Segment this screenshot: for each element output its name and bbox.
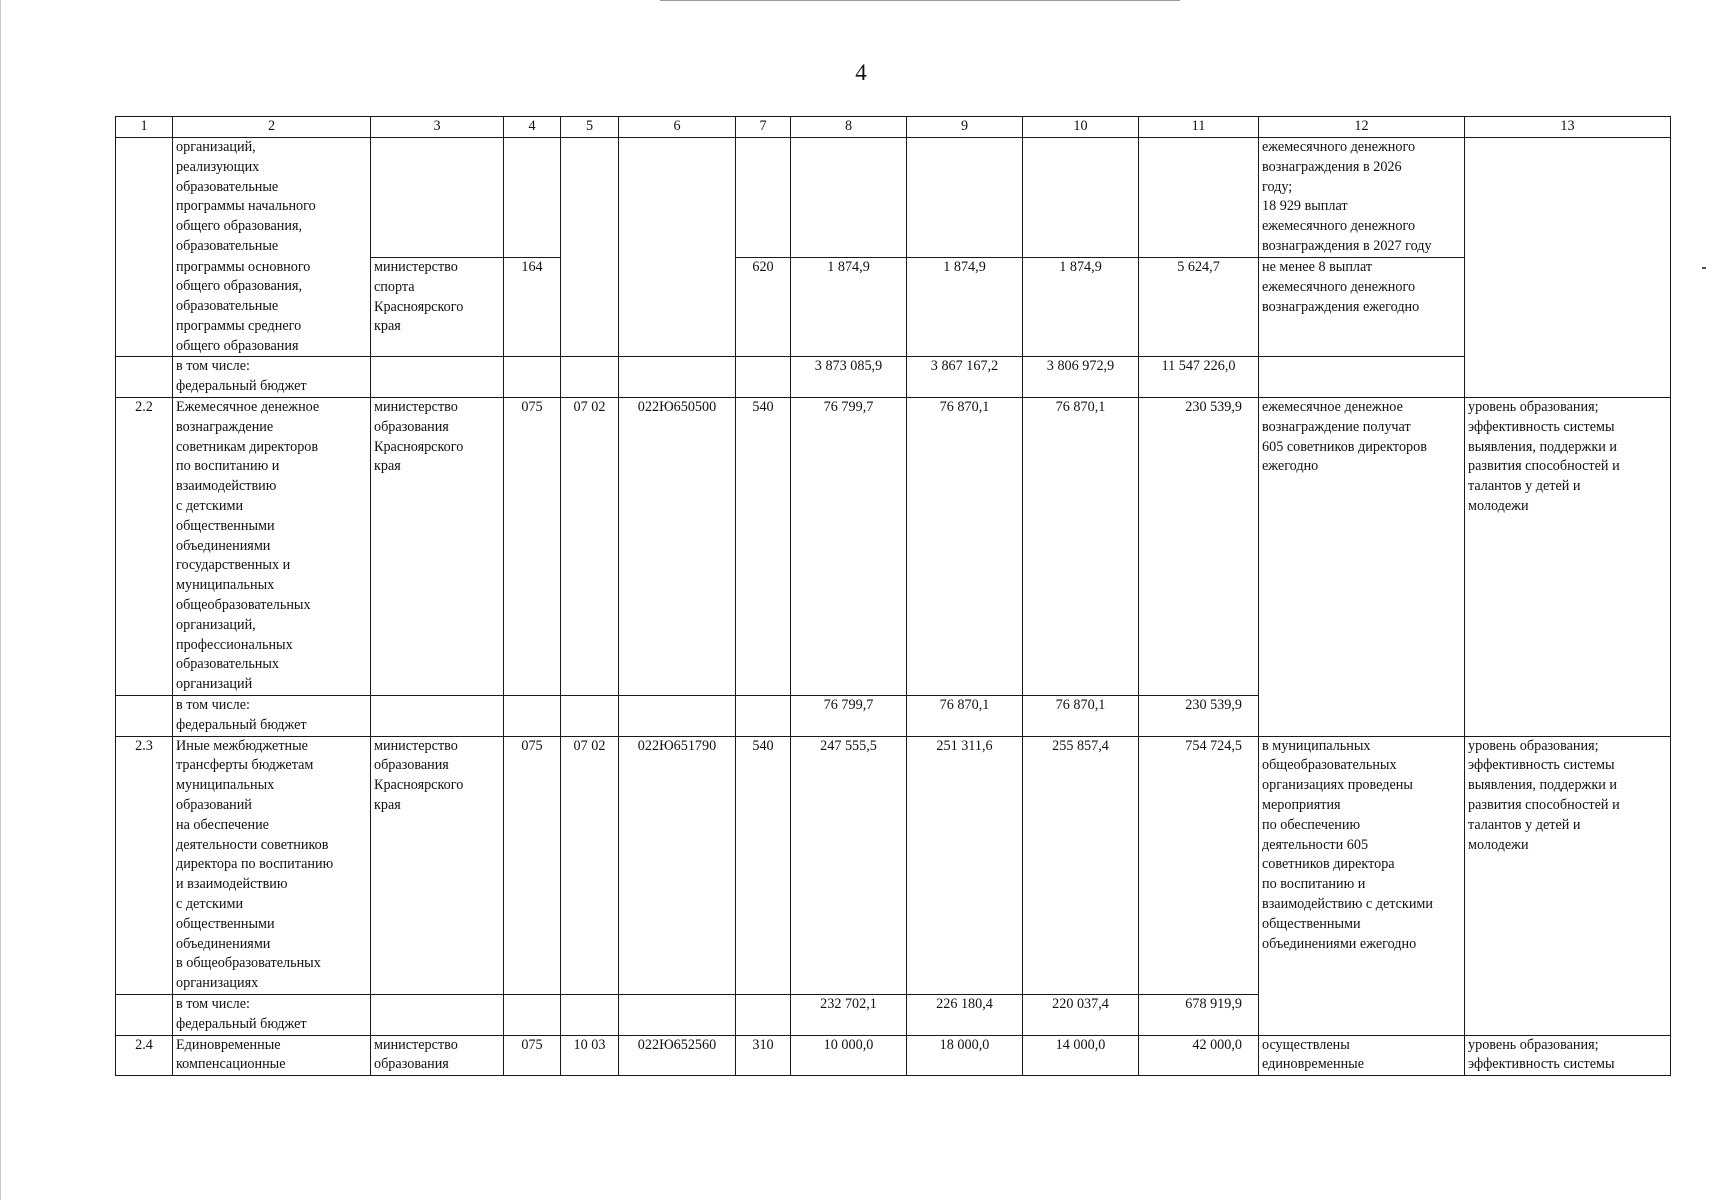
amount-total: 42 000,0: [1139, 1035, 1259, 1076]
table-row: [116, 736, 1671, 994]
amount-2025: 247 555,5: [791, 736, 907, 994]
amount-2025: 76 799,7: [791, 398, 907, 696]
code-expense: [736, 696, 791, 737]
executor: [371, 138, 504, 258]
indicator: уровень образования; эффективность системы выявления, поддержки и развития способностей и талантов у детей и молодежи: [1465, 736, 1671, 1035]
code-target: [619, 696, 736, 737]
column-header: 1: [116, 117, 173, 138]
executor: министерство образования: [371, 1035, 504, 1076]
amount-2026: [907, 138, 1023, 258]
indicator: уровень образования; эффективность системы выявления, поддержки и развития способностей и талантов у детей и молодежи: [1465, 398, 1671, 737]
amount-2027: 1 874,9: [1023, 258, 1139, 357]
amount-2026: 76 870,1: [907, 398, 1023, 696]
code-grbs: [504, 696, 561, 737]
indicator: уровень образования; эффективность системы: [1465, 1035, 1671, 1076]
row-number: [116, 138, 173, 357]
code-section: 07 02: [561, 398, 619, 696]
amount-2026: 251 311,6: [907, 736, 1023, 994]
amount-2026: 1 874,9: [907, 258, 1023, 357]
table-row: [116, 398, 1671, 696]
measure-name: в том числе: федеральный бюджет: [173, 994, 371, 1035]
amount-2027: [1023, 138, 1139, 258]
expected-result: не менее 8 выплат ежемесячного денежного вознаграждения ежегодно: [1259, 258, 1465, 357]
measure-name: Единовременные компенсационные: [173, 1035, 371, 1076]
column-header: 3: [371, 117, 504, 138]
code-section: [561, 138, 619, 357]
code-section: 10 03: [561, 1035, 619, 1076]
amount-2027: 220 037,4: [1023, 994, 1139, 1035]
amount-2026: 76 870,1: [907, 696, 1023, 737]
code-target: [619, 357, 736, 398]
executor: министерство образования Красноярского края: [371, 398, 504, 696]
expected-result: осуществлены единовременные: [1259, 1035, 1465, 1076]
row-number: [116, 994, 173, 1035]
amount-total: 754 724,5: [1139, 736, 1259, 994]
expected-result: [1259, 357, 1465, 398]
executor: министерство спорта Красноярского края: [371, 258, 504, 357]
expected-result: ежемесячное денежное вознаграждение получат 605 советников директоров ежегодно: [1259, 398, 1465, 737]
code-expense: [736, 994, 791, 1035]
executor: [371, 357, 504, 398]
expected-result: ежемесячного денежного вознаграждения в 2026 году; 18 929 выплат ежемесячного денежного вознаграждения в 2027 году: [1259, 138, 1465, 258]
executor: [371, 696, 504, 737]
code-section: [561, 696, 619, 737]
code-target: 022Ю652560: [619, 1035, 736, 1076]
table-row: [116, 138, 1671, 258]
code-grbs: 075: [504, 398, 561, 696]
code-expense: 540: [736, 736, 791, 994]
row-number: [116, 696, 173, 737]
amount-2027: 255 857,4: [1023, 736, 1139, 994]
header-row: [116, 117, 1671, 138]
row-number: 2.4: [116, 1035, 173, 1076]
amount-2026: 18 000,0: [907, 1035, 1023, 1076]
table-row: [116, 1035, 1671, 1076]
column-header: 2: [173, 117, 371, 138]
code-section: [561, 357, 619, 398]
amount-2025: 76 799,7: [791, 696, 907, 737]
code-expense: [736, 138, 791, 258]
amount-2027: 3 806 972,9: [1023, 357, 1139, 398]
code-expense: 310: [736, 1035, 791, 1076]
code-target: 022Ю650500: [619, 398, 736, 696]
code-target: 022Ю651790: [619, 736, 736, 994]
amount-2027: 76 870,1: [1023, 398, 1139, 696]
amount-total: 230 539,9: [1139, 398, 1259, 696]
table-row: [116, 258, 1671, 357]
measure-name: в том числе: федеральный бюджет: [173, 357, 371, 398]
amount-total: 5 624,7: [1139, 258, 1259, 357]
code-grbs: [504, 994, 561, 1035]
column-header: 8: [791, 117, 907, 138]
amount-total: 230 539,9: [1139, 696, 1259, 737]
column-header: 9: [907, 117, 1023, 138]
measure-name: организаций, реализующих образовательные программы начального общего образования, образовательные: [173, 138, 371, 258]
amount-2025: 10 000,0: [791, 1035, 907, 1076]
amount-2027: 14 000,0: [1023, 1035, 1139, 1076]
measure-name: программы основного общего образования, образовательные программы среднего общего образования: [173, 258, 371, 357]
expected-result: в муниципальных общеобразовательных организациях проведены мероприятия по обеспечению деятельности 605 советников директора по воспитанию и взаимодействию с детскими общественными объединениями ежегодно: [1259, 736, 1465, 1035]
column-header: 7: [736, 117, 791, 138]
code-grbs: 075: [504, 1035, 561, 1076]
column-header: 12: [1259, 117, 1465, 138]
code-expense: [736, 357, 791, 398]
budget-table: [115, 116, 1671, 1076]
executor: министерство образования Красноярского края: [371, 736, 504, 994]
code-grbs: 075: [504, 736, 561, 994]
code-target: [619, 994, 736, 1035]
amount-2025: 232 702,1: [791, 994, 907, 1035]
row-number: 2.2: [116, 398, 173, 696]
code-target: [619, 138, 736, 357]
amount-2026: 3 867 167,2: [907, 357, 1023, 398]
column-header: 6: [619, 117, 736, 138]
measure-name: Ежемесячное денежное вознаграждение советникам директоров по воспитанию и взаимодействию с детскими общественными объединениями государственных и муниципальных общеобразовательных организаций, профессиональных образовательных организаций: [173, 398, 371, 696]
code-grbs: [504, 357, 561, 398]
column-header: 10: [1023, 117, 1139, 138]
amount-2025: [791, 138, 907, 258]
amount-2025: 3 873 085,9: [791, 357, 907, 398]
amount-2026: 226 180,4: [907, 994, 1023, 1035]
executor: [371, 994, 504, 1035]
scan-mark: [1702, 267, 1706, 269]
measure-name: в том числе: федеральный бюджет: [173, 696, 371, 737]
indicator: [1465, 138, 1671, 398]
column-header: 11: [1139, 117, 1259, 138]
column-header: 5: [561, 117, 619, 138]
scan-artifact-line: [660, 0, 1180, 1]
amount-total: 11 547 226,0: [1139, 357, 1259, 398]
amount-2027: 76 870,1: [1023, 696, 1139, 737]
code-grbs: 164: [504, 258, 561, 357]
code-expense: 540: [736, 398, 791, 696]
amount-total: [1139, 138, 1259, 258]
code-grbs: [504, 138, 561, 258]
code-section: [561, 994, 619, 1035]
code-expense: 620: [736, 258, 791, 357]
row-number: 2.3: [116, 736, 173, 994]
measure-name: Иные межбюджетные трансферты бюджетам муниципальных образований на обеспечение деятельности советников директора по воспитанию и взаимодействию с детскими общественными объединениями в общеобразовательных организациях: [173, 736, 371, 994]
scan-edge: [0, 0, 1, 1200]
code-section: 07 02: [561, 736, 619, 994]
column-header: 13: [1465, 117, 1671, 138]
amount-2025: 1 874,9: [791, 258, 907, 357]
table-row-federal: [116, 357, 1671, 398]
page-number: 4: [855, 60, 867, 85]
row-number: [116, 357, 173, 398]
amount-total: 678 919,9: [1139, 994, 1259, 1035]
column-header: 4: [504, 117, 561, 138]
